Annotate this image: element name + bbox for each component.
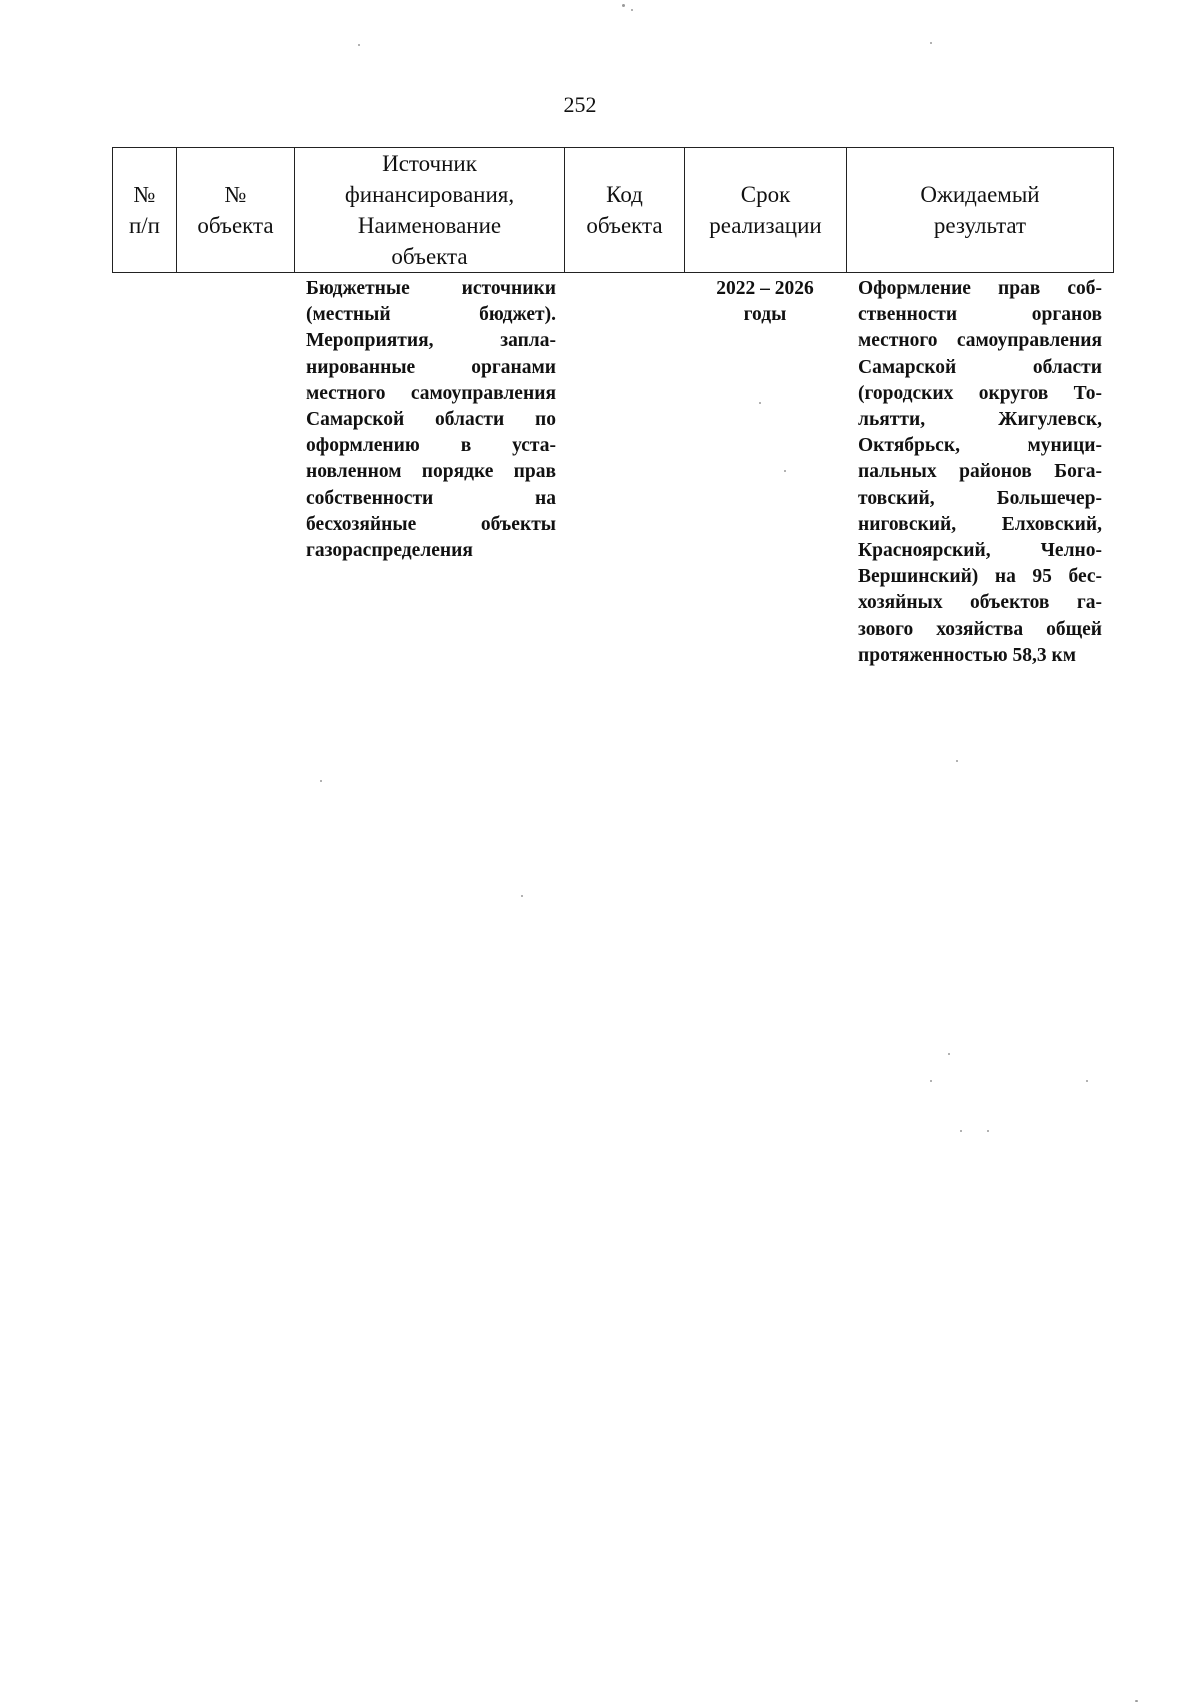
header-funding-source: Источник финансирования, Наименование объекта	[295, 148, 565, 273]
header-row	[113, 148, 1114, 273]
table-header	[112, 147, 1114, 273]
page-number: 252	[563, 92, 597, 117]
header-row-number: № п/п	[113, 148, 177, 273]
header-object-number: № объекта	[177, 148, 295, 273]
header-implementation-period: Срок реализации	[685, 148, 847, 273]
implementation-period-cell: 2022 – 2026 годы	[716, 278, 814, 326]
expected-result-cell: Оформление прав собственности органов местного самоуправления Самарской области (городских округов Тольятти, Жигулевск, Октябрьск, муниципальных районов Богатовский, Большечерниговский, Елховский, Красноярский, Челно-Вершинский) на 95 бесхозяйных объектов газового хозяйства общей протяженностью 58,3 км	[858, 278, 1102, 666]
header-expected-result: Ожидаемый результат	[847, 148, 1114, 273]
header-object-code: Код объекта	[565, 148, 685, 273]
funding-source-cell: Бюджетные источники (местный бюджет). Мероприятия, запланированные органами местного самоуправления Самарской области по оформлению в установленном порядке прав собственности на бесхозяйные объекты газораспределения	[306, 278, 556, 562]
